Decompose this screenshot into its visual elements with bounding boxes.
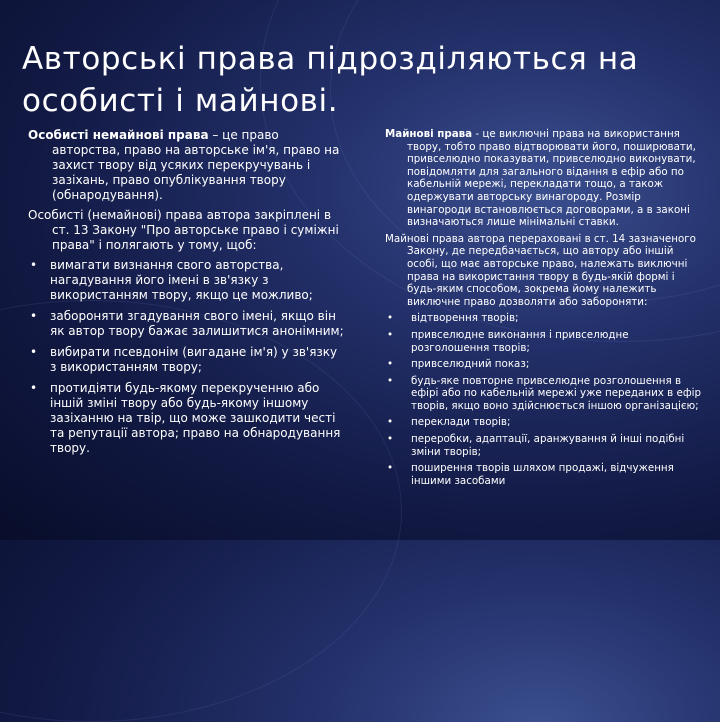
bullet-icon: • xyxy=(387,462,394,475)
bullet-icon: • xyxy=(387,358,394,371)
list-item-text: будь-яке повторне привселюдне розголошення в ефірі або по кабельній мережі уже переданих в ефір творів, якщо воно здійснюється іншою організацією; xyxy=(411,374,702,412)
property-rights-term: Майнові права xyxy=(385,128,473,140)
bullet-icon: • xyxy=(387,433,394,446)
list-item-text: відтворення творів; xyxy=(411,312,519,325)
list-item xyxy=(385,358,705,371)
list-item xyxy=(385,433,705,458)
right-column xyxy=(385,128,705,491)
bullet-icon: • xyxy=(387,416,394,429)
bullet-icon: • xyxy=(387,328,394,341)
personal-rights-law: Особисті (немайнові) права автора закріплені в ст. 13 Закону "Про авторське право і суміжні права" і полягають у тому, щоб: xyxy=(28,208,339,252)
left-column xyxy=(28,128,346,462)
bullet-icon: • xyxy=(30,309,38,323)
bullet-icon: • xyxy=(387,374,394,387)
list-item xyxy=(28,258,346,303)
personal-rights-list xyxy=(28,258,346,456)
list-item xyxy=(385,375,705,413)
personal-rights-definition xyxy=(28,128,346,203)
list-item-text: переклади творів; xyxy=(411,416,511,429)
list-item xyxy=(28,381,346,456)
list-item xyxy=(385,312,705,325)
list-item-text: привселюдне виконання і привселюдне розголошення творів; xyxy=(411,328,629,354)
list-item xyxy=(385,329,705,354)
personal-rights-term: Особисті немайнові права xyxy=(28,128,209,142)
list-item-text: вимагати визнання свого авторства, нагадування його імені в зв'язку з використанням твору, якщо це можливо; xyxy=(50,258,313,302)
list-item xyxy=(28,309,346,339)
bullet-icon: • xyxy=(387,312,394,325)
list-item xyxy=(28,345,346,375)
property-rights-definition xyxy=(385,128,705,229)
property-rights-text: - це виключні права на використання твору, тобто право відтворювати його, поширювати, привселюдно показувати, привселюдно виконувати, повідомляти для загального відання в ефір або по кабельній мережі, перекладати тощо, а також одержувати авторську винагороду. Розмір винагороди встановлюється договорами, а в законі визначаються лише мінімальні ставки. xyxy=(407,128,696,229)
slide-title: Авторські права підрозділяються на особисті і майнові. xyxy=(22,41,639,119)
list-item xyxy=(385,462,705,487)
list-item-text: протидіяти будь-якому перекрученню або іншій зміні твору або будь-якому іншому зазіханню на твір, що може зашкодити честі та репутації автора; право на обнародування твору. xyxy=(50,381,341,455)
list-item xyxy=(385,416,705,429)
property-rights-list xyxy=(385,312,705,487)
list-item-text: вибирати псевдонім (вигадане ім'я) у зв'язку з використанням твору; xyxy=(50,345,338,374)
personal-rights-text: – це право авторства, право на авторське ім'я, право на захист твору від усяких перекручувань і зазіхань, право опублікування твору (обнародування). xyxy=(52,128,340,202)
list-item-text: поширення творів шляхом продажі, відчуження іншими засобами xyxy=(411,462,674,487)
bullet-icon: • xyxy=(30,258,38,272)
bullet-icon: • xyxy=(30,381,38,395)
property-rights-law: Майнові права автора перераховані в ст. 14 зазначеного Закону, де передбачається, що автору або іншій особі, що має авторське право, належать виключні права на використання твору в будь-якій формі і будь-яким способом, зокрема йому належить виключне право дозволяти або забороняти: xyxy=(385,232,696,308)
list-item-text: переробки, адаптації, аранжування й інші подібні зміни творів; xyxy=(411,433,685,458)
list-item-text: забороняти згадування свого імені, якщо він як автор твору бажає залишитися анонімним; xyxy=(50,309,344,338)
list-item-text: привселюдний показ; xyxy=(411,358,530,371)
bullet-icon: • xyxy=(30,345,38,359)
